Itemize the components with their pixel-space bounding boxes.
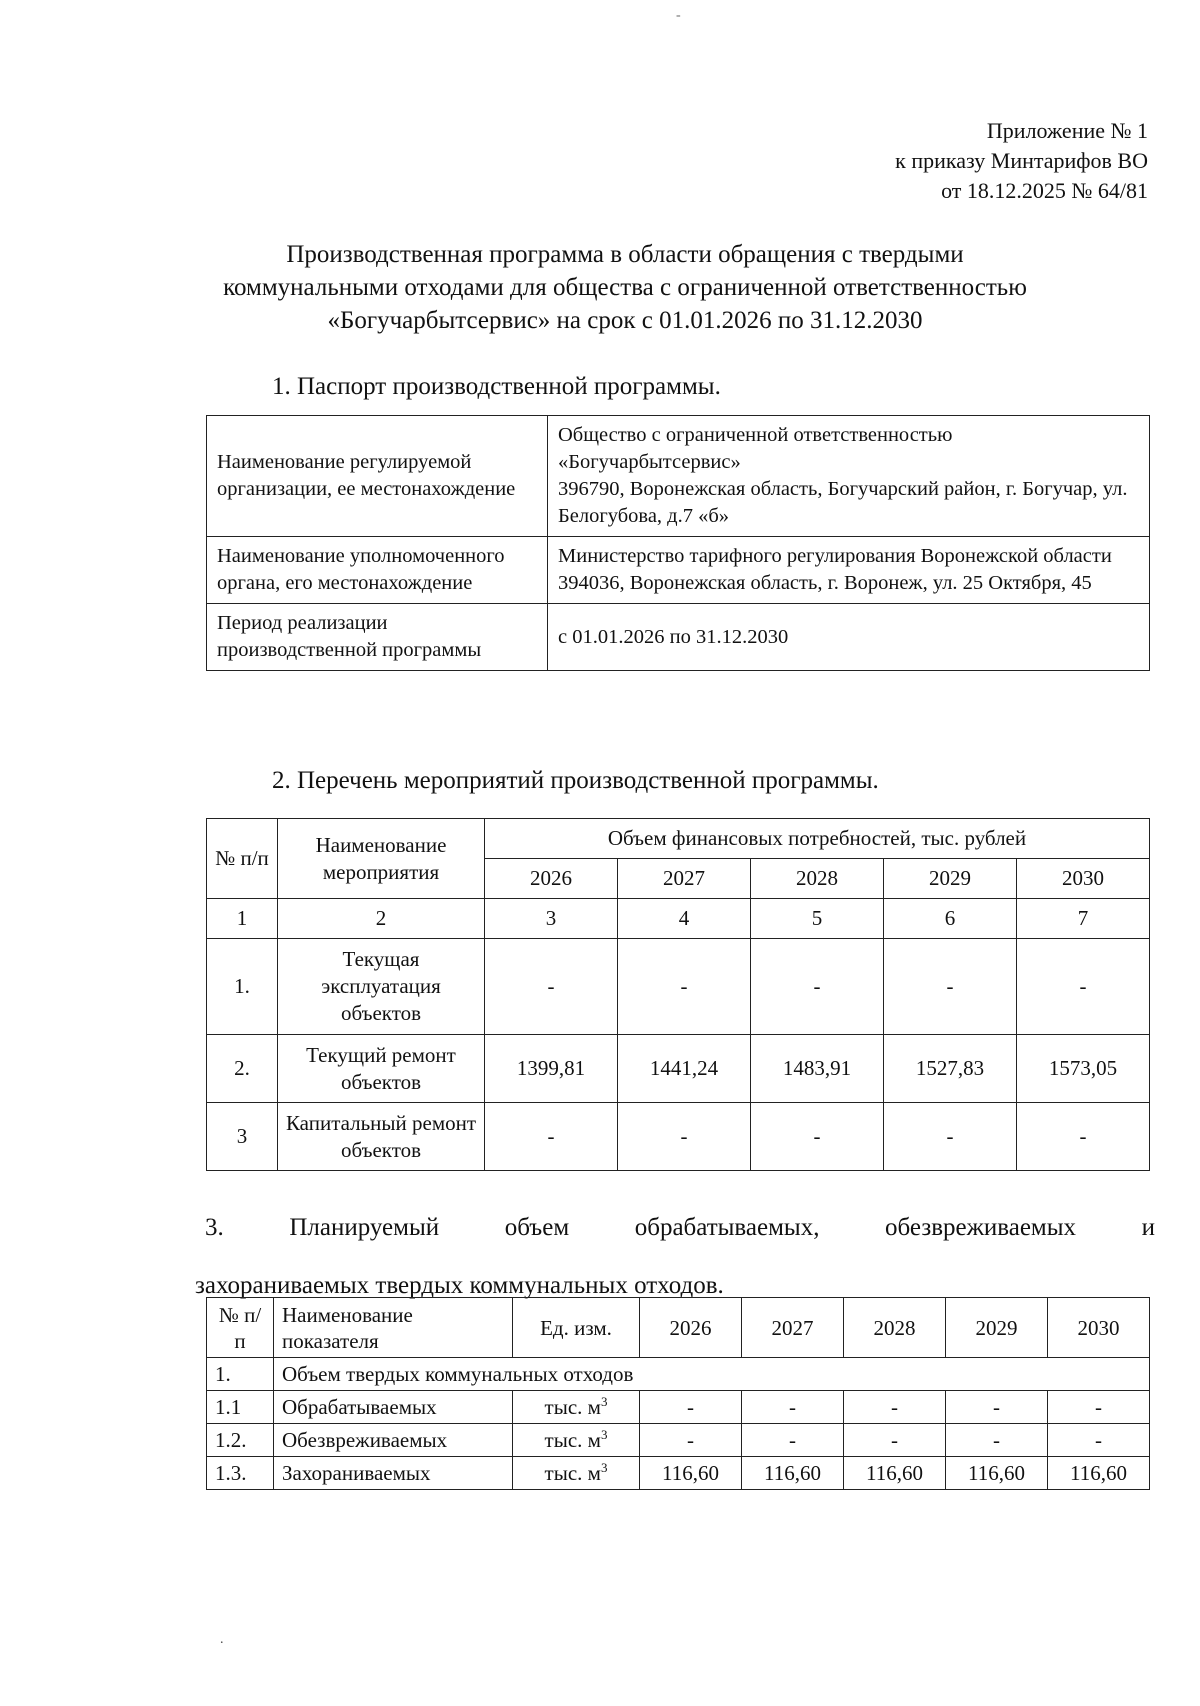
passport-label: Наименование регулируемой организации, ее местонахождение — [207, 416, 548, 537]
table-row — [207, 939, 1150, 1035]
year-header: 2027 — [742, 1298, 844, 1358]
row-value: - — [742, 1391, 844, 1424]
index-cell: 5 — [751, 899, 884, 939]
volumes-table — [206, 1297, 1150, 1490]
row-value: - — [884, 939, 1017, 1035]
table-row — [207, 1035, 1150, 1103]
row-num: 3 — [207, 1103, 278, 1171]
year-header: 2029 — [946, 1298, 1048, 1358]
section3-heading-line — [205, 1199, 1155, 1257]
row-num: 1.1 — [207, 1391, 274, 1424]
table-row — [207, 1457, 1150, 1490]
index-row — [207, 899, 1150, 939]
row-value: - — [1048, 1391, 1150, 1424]
table-header-row — [207, 1298, 1150, 1358]
row-value: - — [751, 939, 884, 1035]
passport-value — [548, 537, 1150, 604]
unit-text: тыс. м — [544, 1395, 601, 1419]
row-num: 2. — [207, 1035, 278, 1103]
col-name-header: Наименование показателя — [274, 1298, 513, 1358]
row-value: - — [844, 1424, 946, 1457]
row-value: - — [640, 1391, 742, 1424]
row-value: - — [485, 1103, 618, 1171]
bottom-scan-mark: . — [220, 1632, 224, 1647]
row-value: 1399,81 — [485, 1035, 618, 1103]
col-group-header: Объем финансовых потребностей, тыс. рублей — [485, 819, 1150, 859]
passport-value-line: 396790, Воронежская область, Богучарский район, г. Богучар, ул. Белогубова, д.7 «б» — [558, 478, 1128, 527]
heading-word: обрабатываемых, — [634, 1214, 820, 1241]
row-name: Захораниваемых — [274, 1457, 513, 1490]
unit-text: тыс. м — [544, 1461, 601, 1485]
row-value: 1573,05 — [1017, 1035, 1150, 1103]
passport-value-line: Министерство тарифного регулирования Воронежской области — [558, 545, 1112, 567]
year-header: 2029 — [884, 859, 1017, 899]
row-value: - — [844, 1391, 946, 1424]
row-unit — [513, 1391, 640, 1424]
col-name-header: Наименование мероприятия — [278, 819, 485, 899]
table-row — [207, 416, 1150, 537]
row-name: Капитальный ремонт объектов — [278, 1103, 485, 1171]
appendix-line: от 18.12.2025 № 64/81 — [941, 178, 1148, 203]
table-row — [207, 1103, 1150, 1171]
appendix-line: к приказу Минтарифов ВО — [895, 148, 1148, 173]
heading-word: Планируемый — [289, 1214, 440, 1241]
year-header: 2028 — [844, 1298, 946, 1358]
row-value: - — [485, 939, 618, 1035]
row-value: 116,60 — [742, 1457, 844, 1490]
table-row — [207, 1391, 1150, 1424]
index-cell: 1 — [207, 899, 278, 939]
row-name: Обезвреживаемых — [274, 1424, 513, 1457]
index-cell: 2 — [278, 899, 485, 939]
passport-value — [548, 416, 1150, 537]
row-value: - — [742, 1424, 844, 1457]
index-cell: 4 — [618, 899, 751, 939]
title-line: Производственная программа в области обращения с твердыми — [286, 241, 964, 268]
col-num-header: № п/п — [207, 1298, 274, 1358]
row-name: Текущий ремонт объектов — [278, 1035, 485, 1103]
row-value: - — [1048, 1424, 1150, 1457]
year-header: 2026 — [640, 1298, 742, 1358]
year-header: 2028 — [751, 859, 884, 899]
year-header: 2030 — [1048, 1298, 1150, 1358]
passport-value-line: с 01.01.2026 по 31.12.2030 — [558, 625, 789, 648]
passport-label: Наименование уполномоченного органа, его местонахождение — [207, 537, 548, 604]
table-row — [207, 1424, 1150, 1457]
row-num: 1.2. — [207, 1424, 274, 1457]
row-value: 1527,83 — [884, 1035, 1017, 1103]
document-title — [190, 238, 1060, 337]
row-value: - — [618, 1103, 751, 1171]
heading-word: 3. — [205, 1214, 224, 1241]
index-cell: 6 — [884, 899, 1017, 939]
heading-word: и — [1141, 1214, 1155, 1241]
row-value: - — [1017, 1103, 1150, 1171]
year-header: 2030 — [1017, 859, 1150, 899]
row-value: 1441,24 — [618, 1035, 751, 1103]
group-row — [207, 1358, 1150, 1391]
row-num: 1. — [207, 939, 278, 1035]
group-label: Объем твердых коммунальных отходов — [274, 1358, 1150, 1391]
appendix-header — [748, 116, 1148, 206]
unit-text: тыс. м — [544, 1428, 601, 1452]
unit-exponent: 3 — [600, 1460, 608, 1475]
section2-heading: 2. Перечень мероприятий производственной программы. — [272, 767, 879, 794]
row-value: 116,60 — [640, 1457, 742, 1490]
passport-table — [206, 415, 1150, 671]
table-row — [207, 604, 1150, 671]
row-num: 1. — [207, 1358, 274, 1391]
row-value: - — [1017, 939, 1150, 1035]
row-name: Обрабатываемых — [274, 1391, 513, 1424]
row-value: 116,60 — [1048, 1457, 1150, 1490]
appendix-line: Приложение № 1 — [986, 118, 1148, 143]
col-num-header: № п/п — [207, 819, 278, 899]
passport-value — [548, 604, 1150, 671]
row-value: 1483,91 — [751, 1035, 884, 1103]
top-scan-mark: - — [676, 8, 681, 23]
row-value: - — [618, 939, 751, 1035]
row-num: 1.3. — [207, 1457, 274, 1490]
row-value: - — [751, 1103, 884, 1171]
heading-word: обезвреживаемых — [885, 1214, 1077, 1241]
section3-heading-line: захораниваемых твердых коммунальных отходов. — [195, 1272, 724, 1299]
table-header-row — [207, 819, 1150, 859]
heading-word: объем — [504, 1214, 570, 1241]
row-name: Текущая эксплуатация объектов — [278, 939, 485, 1035]
row-value: 116,60 — [844, 1457, 946, 1490]
row-value: 116,60 — [946, 1457, 1048, 1490]
passport-value-line: Общество с ограниченной ответственностью «Богучарбытсервис» — [558, 424, 953, 473]
table-row — [207, 537, 1150, 604]
row-value: - — [946, 1424, 1048, 1457]
passport-label: Период реализации производственной программы — [207, 604, 548, 671]
unit-exponent: 3 — [600, 1394, 608, 1409]
col-unit-header: Ед. изм. — [513, 1298, 640, 1358]
year-header: 2026 — [485, 859, 618, 899]
measures-table — [206, 818, 1150, 1171]
title-line: «Богучарбытсервис» на срок с 01.01.2026 по 31.12.2030 — [327, 307, 923, 334]
title-line: коммунальными отходами для общества с ограниченной ответственностью — [223, 274, 1027, 301]
unit-exponent: 3 — [600, 1427, 608, 1442]
row-value: - — [640, 1424, 742, 1457]
index-cell: 3 — [485, 899, 618, 939]
row-unit — [513, 1457, 640, 1490]
index-cell: 7 — [1017, 899, 1150, 939]
year-header: 2027 — [618, 859, 751, 899]
passport-value-line: 394036, Воронежская область, г. Воронеж, ул. 25 Октября, 45 — [558, 572, 1092, 594]
row-value: - — [946, 1391, 1048, 1424]
row-unit — [513, 1424, 640, 1457]
section1-heading: 1. Паспорт производственной программы. — [272, 373, 721, 400]
row-value: - — [884, 1103, 1017, 1171]
